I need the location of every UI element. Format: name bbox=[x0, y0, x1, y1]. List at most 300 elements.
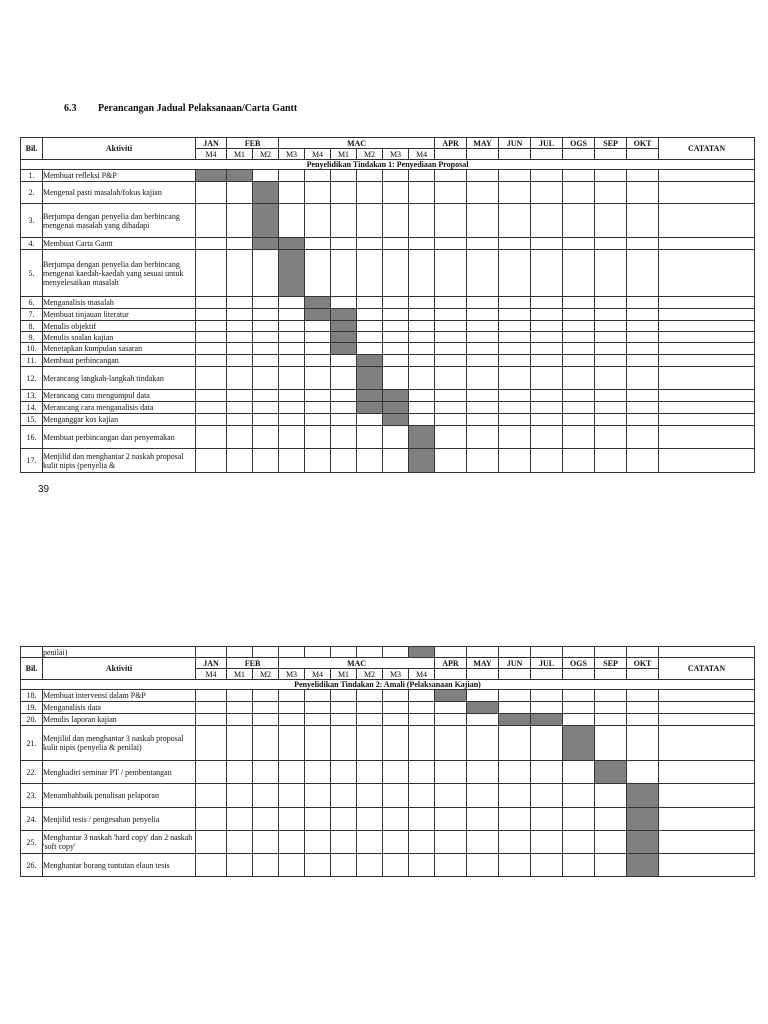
header-month-may: MAY bbox=[467, 658, 499, 669]
gantt-cell bbox=[196, 204, 227, 238]
gantt-cell bbox=[659, 332, 755, 343]
gantt-bar-cell bbox=[357, 390, 383, 402]
gantt-cell bbox=[305, 854, 331, 877]
gantt-cell bbox=[563, 690, 595, 702]
gantt-cell bbox=[595, 647, 627, 658]
gantt-cell bbox=[499, 355, 531, 367]
row-bil: 12. bbox=[21, 367, 43, 390]
gantt-cell bbox=[279, 204, 305, 238]
gantt-cell bbox=[531, 726, 563, 761]
gantt-cell bbox=[196, 426, 227, 449]
gantt-cell bbox=[531, 831, 563, 854]
gantt-cell bbox=[357, 726, 383, 761]
row-activity: Menambahbaik penulisan pelaporan bbox=[43, 784, 196, 808]
gantt-cell bbox=[627, 647, 659, 658]
gantt-cell bbox=[499, 784, 531, 808]
gantt-cell bbox=[435, 332, 467, 343]
gantt-cell bbox=[253, 831, 279, 854]
gantt-cell bbox=[659, 831, 755, 854]
gantt-cell bbox=[196, 309, 227, 321]
gantt-cell bbox=[196, 238, 227, 250]
row-activity: Membuat tinjauan literatur bbox=[43, 309, 196, 321]
gantt-cell bbox=[357, 343, 383, 355]
gantt-cell bbox=[563, 449, 595, 473]
gantt-cell bbox=[383, 332, 409, 343]
gantt-cell bbox=[563, 321, 595, 332]
row-activity: Membuat Carta Gantt bbox=[43, 238, 196, 250]
gantt-cell bbox=[227, 702, 253, 714]
gantt-cell bbox=[227, 309, 253, 321]
row-activity: Menjilid tesis / pengesahan penyelia bbox=[43, 808, 196, 831]
row-activity: Menganggar kos kajian bbox=[43, 414, 196, 426]
gantt-cell bbox=[531, 182, 563, 204]
gantt-cell bbox=[531, 647, 563, 658]
header-month-ogs: OGS bbox=[563, 138, 595, 149]
gantt-cell bbox=[499, 702, 531, 714]
header-week: M4 bbox=[305, 149, 331, 160]
row-bil: 15. bbox=[21, 414, 43, 426]
gantt-cell bbox=[627, 309, 659, 321]
gantt-cell bbox=[531, 402, 563, 414]
gantt-cell bbox=[305, 332, 331, 343]
gantt-cell bbox=[435, 714, 467, 726]
row-bil: 20. bbox=[21, 714, 43, 726]
header-aktiviti: Aktiviti bbox=[43, 138, 196, 160]
gantt-cell bbox=[253, 761, 279, 784]
gantt-cell bbox=[253, 402, 279, 414]
row-activity: Menganalisis data bbox=[43, 702, 196, 714]
gantt-cell bbox=[331, 854, 357, 877]
gantt-cell bbox=[196, 690, 227, 702]
gantt-cell bbox=[531, 321, 563, 332]
row-bil: 16. bbox=[21, 426, 43, 449]
gantt-cell bbox=[435, 808, 467, 831]
gantt-bar-cell bbox=[409, 426, 435, 449]
header-week-blank bbox=[563, 669, 595, 680]
gantt-cell bbox=[467, 321, 499, 332]
gantt-cell bbox=[563, 297, 595, 309]
gantt-cell bbox=[659, 321, 755, 332]
header-month-ogs: OGS bbox=[563, 658, 595, 669]
gantt-cell bbox=[563, 332, 595, 343]
gantt-cell bbox=[563, 367, 595, 390]
gantt-cell bbox=[499, 690, 531, 702]
gantt-cell bbox=[196, 343, 227, 355]
gantt-cell bbox=[627, 449, 659, 473]
header-week: M3 bbox=[279, 149, 305, 160]
gantt-cell bbox=[499, 390, 531, 402]
gantt-cell bbox=[409, 321, 435, 332]
gantt-cell bbox=[331, 297, 357, 309]
row-activity: Membuat intervensi dalam P&P bbox=[43, 690, 196, 702]
header-month-okt: OKT bbox=[627, 138, 659, 149]
gantt-cell bbox=[331, 714, 357, 726]
gantt-cell bbox=[435, 647, 467, 658]
gantt-cell bbox=[227, 367, 253, 390]
gantt-bar-cell bbox=[331, 332, 357, 343]
gantt-cell bbox=[531, 761, 563, 784]
gantt-cell bbox=[499, 297, 531, 309]
section-heading bbox=[64, 103, 297, 114]
gantt-bar-cell bbox=[595, 761, 627, 784]
row-bil: 8. bbox=[21, 321, 43, 332]
gantt-cell bbox=[331, 702, 357, 714]
gantt-cell bbox=[383, 182, 409, 204]
gantt-cell bbox=[627, 204, 659, 238]
gantt-cell bbox=[357, 309, 383, 321]
gantt-cell bbox=[383, 647, 409, 658]
gantt-cell bbox=[196, 702, 227, 714]
gantt-cell bbox=[331, 647, 357, 658]
gantt-cell bbox=[435, 367, 467, 390]
gantt-cell bbox=[595, 402, 627, 414]
header-week-blank bbox=[499, 149, 531, 160]
gantt-cell bbox=[357, 690, 383, 702]
gantt-cell bbox=[253, 343, 279, 355]
gantt-cell bbox=[531, 297, 563, 309]
gantt-cell bbox=[595, 414, 627, 426]
gantt-cell bbox=[227, 426, 253, 449]
gantt-cell bbox=[409, 784, 435, 808]
header-week: M1 bbox=[227, 669, 253, 680]
gantt-cell bbox=[627, 714, 659, 726]
gantt-cell bbox=[305, 426, 331, 449]
header-week: M1 bbox=[331, 149, 357, 160]
gantt-cell bbox=[531, 690, 563, 702]
gantt-cell bbox=[227, 204, 253, 238]
gantt-cell bbox=[196, 250, 227, 297]
gantt-cell bbox=[499, 182, 531, 204]
header-month-catatan: CATATAN bbox=[659, 138, 755, 160]
table-row bbox=[21, 309, 755, 321]
gantt-cell bbox=[357, 182, 383, 204]
gantt-cell bbox=[499, 426, 531, 449]
gantt-cell bbox=[383, 204, 409, 238]
gantt-cell bbox=[627, 332, 659, 343]
gantt-cell bbox=[357, 238, 383, 250]
gantt-cell bbox=[227, 182, 253, 204]
gantt-cell bbox=[227, 390, 253, 402]
gantt-cell bbox=[279, 321, 305, 332]
gantt-cell bbox=[357, 332, 383, 343]
gantt-cell bbox=[196, 714, 227, 726]
gantt-cell bbox=[383, 238, 409, 250]
gantt-cell bbox=[435, 182, 467, 204]
gantt-cell bbox=[305, 250, 331, 297]
gantt-cell bbox=[627, 343, 659, 355]
gantt-cell bbox=[383, 854, 409, 877]
gantt-cell bbox=[499, 854, 531, 877]
gantt-cell bbox=[467, 309, 499, 321]
row-activity: Membuat refleksi P&P bbox=[43, 170, 196, 182]
gantt-cell bbox=[409, 297, 435, 309]
gantt-cell bbox=[357, 784, 383, 808]
gantt-cell bbox=[409, 250, 435, 297]
row-activity: Mengenal pasti masalah/fokus kajian bbox=[43, 182, 196, 204]
gantt-cell bbox=[435, 726, 467, 761]
gantt-cell bbox=[279, 414, 305, 426]
gantt-cell bbox=[499, 204, 531, 238]
gantt-cell bbox=[253, 726, 279, 761]
gantt-cell bbox=[409, 367, 435, 390]
gantt-cell bbox=[227, 831, 253, 854]
row-activity: Menjilid dan menghantar 3 naskah proposal kulit nipis (penyelia & penilai) bbox=[43, 726, 196, 761]
header-month-jan: JAN bbox=[196, 138, 227, 149]
gantt-cell bbox=[305, 367, 331, 390]
gantt-cell bbox=[331, 761, 357, 784]
header-week-blank bbox=[595, 669, 627, 680]
table-row bbox=[21, 426, 755, 449]
gantt-cell bbox=[305, 414, 331, 426]
gantt-cell bbox=[253, 714, 279, 726]
gantt-cell bbox=[253, 170, 279, 182]
header-bil: Bil. bbox=[21, 658, 43, 680]
table-row bbox=[21, 854, 755, 877]
gantt-cell bbox=[499, 343, 531, 355]
row-activity: Membuat perbincangan dan penyemakan bbox=[43, 426, 196, 449]
gantt-cell bbox=[409, 414, 435, 426]
gantt-cell bbox=[435, 321, 467, 332]
gantt-bar-cell bbox=[435, 690, 467, 702]
gantt-cell bbox=[467, 449, 499, 473]
gantt-cell bbox=[531, 332, 563, 343]
gantt-bar-cell bbox=[383, 414, 409, 426]
gantt-cell bbox=[531, 784, 563, 808]
gantt-cell bbox=[595, 309, 627, 321]
header-month-feb: FEB bbox=[227, 658, 279, 669]
gantt-bar-cell bbox=[383, 390, 409, 402]
gantt-cell bbox=[357, 702, 383, 714]
gantt-cell bbox=[531, 702, 563, 714]
gantt-cell bbox=[305, 355, 331, 367]
header-week-blank bbox=[563, 149, 595, 160]
table-row bbox=[21, 414, 755, 426]
gantt-cell bbox=[531, 238, 563, 250]
gantt-cell bbox=[409, 343, 435, 355]
gantt-cell bbox=[357, 204, 383, 238]
gantt-cell bbox=[196, 321, 227, 332]
gantt-cell bbox=[253, 449, 279, 473]
gantt-cell bbox=[595, 332, 627, 343]
gantt-cell bbox=[196, 402, 227, 414]
gantt-cell bbox=[357, 449, 383, 473]
header-week-blank bbox=[499, 669, 531, 680]
gantt-cell bbox=[409, 182, 435, 204]
gantt-cell bbox=[279, 297, 305, 309]
gantt-cell bbox=[253, 690, 279, 702]
table-row bbox=[21, 367, 755, 390]
gantt-cell bbox=[253, 332, 279, 343]
gantt-bar-cell bbox=[409, 647, 435, 658]
gantt-cell bbox=[409, 390, 435, 402]
gantt-bar-cell bbox=[331, 321, 357, 332]
gantt-cell bbox=[659, 204, 755, 238]
row-activity: Menghantar borang tuntutan elaun tesis bbox=[43, 854, 196, 877]
gantt-bar-cell bbox=[357, 355, 383, 367]
gantt-cell bbox=[331, 170, 357, 182]
gantt-cell bbox=[499, 761, 531, 784]
table-row bbox=[21, 726, 755, 761]
gantt-cell bbox=[595, 714, 627, 726]
gantt-cell bbox=[305, 402, 331, 414]
gantt-cell bbox=[227, 297, 253, 309]
table-row bbox=[21, 402, 755, 414]
gantt-cell bbox=[467, 854, 499, 877]
gantt-cell bbox=[467, 355, 499, 367]
gantt-cell bbox=[563, 355, 595, 367]
gantt-cell bbox=[467, 726, 499, 761]
gantt-cell bbox=[563, 761, 595, 784]
gantt-cell bbox=[409, 831, 435, 854]
gantt-cell bbox=[435, 250, 467, 297]
gantt-cell bbox=[383, 808, 409, 831]
row-bil: 1. bbox=[21, 170, 43, 182]
gantt-cell bbox=[305, 449, 331, 473]
gantt-cell bbox=[435, 355, 467, 367]
row-activity: Menghadiri seminar PT / pembentangan bbox=[43, 761, 196, 784]
gantt-cell bbox=[627, 702, 659, 714]
gantt-bar-cell bbox=[467, 702, 499, 714]
gantt-cell bbox=[595, 449, 627, 473]
gantt-cell bbox=[563, 647, 595, 658]
gantt-cell bbox=[279, 690, 305, 702]
header-week-blank bbox=[627, 149, 659, 160]
gantt-bar-cell bbox=[627, 831, 659, 854]
header-bil: Bil. bbox=[21, 138, 43, 160]
row-bil: 10. bbox=[21, 343, 43, 355]
table-row bbox=[21, 343, 755, 355]
section-row bbox=[21, 160, 755, 170]
gantt-cell bbox=[531, 309, 563, 321]
gantt-bar-cell bbox=[627, 784, 659, 808]
gantt-cell bbox=[659, 309, 755, 321]
gantt-bar-cell bbox=[331, 343, 357, 355]
gantt-cell bbox=[659, 449, 755, 473]
table-row bbox=[21, 714, 755, 726]
gantt-cell bbox=[383, 250, 409, 297]
header-month-apr: APR bbox=[435, 138, 467, 149]
row-activity: Berjumpa dengan penyelia dan berbincang mengenai masalah yang dihadapi bbox=[43, 204, 196, 238]
gantt-cell bbox=[467, 784, 499, 808]
gantt-cell bbox=[383, 726, 409, 761]
gantt-cell bbox=[331, 726, 357, 761]
gantt-cell bbox=[279, 367, 305, 390]
gantt-cell bbox=[563, 182, 595, 204]
row-bil: 6. bbox=[21, 297, 43, 309]
gantt-cell bbox=[659, 690, 755, 702]
gantt-cell bbox=[499, 414, 531, 426]
gantt-cell bbox=[279, 449, 305, 473]
gantt-cell bbox=[253, 647, 279, 658]
gantt-cell bbox=[467, 332, 499, 343]
header-week: M4 bbox=[305, 669, 331, 680]
table-row bbox=[21, 390, 755, 402]
header-week: M1 bbox=[331, 669, 357, 680]
gantt-cell bbox=[253, 414, 279, 426]
row-bil: 24. bbox=[21, 808, 43, 831]
gantt-cell bbox=[331, 784, 357, 808]
gantt-cell bbox=[305, 204, 331, 238]
gantt-cell bbox=[659, 714, 755, 726]
row-bil: 18. bbox=[21, 690, 43, 702]
gantt-cell bbox=[499, 250, 531, 297]
gantt-cell bbox=[467, 343, 499, 355]
gantt-cell bbox=[196, 831, 227, 854]
gantt-cell bbox=[227, 854, 253, 877]
row-bil: 14. bbox=[21, 402, 43, 414]
table-row bbox=[21, 761, 755, 784]
gantt-cell bbox=[279, 831, 305, 854]
gantt-bar-cell bbox=[279, 250, 305, 297]
gantt-cell bbox=[227, 355, 253, 367]
gantt-cell bbox=[659, 250, 755, 297]
gantt-cell bbox=[467, 714, 499, 726]
header-week: M3 bbox=[383, 669, 409, 680]
gantt-cell bbox=[595, 343, 627, 355]
gantt-cell bbox=[357, 250, 383, 297]
gantt-cell bbox=[227, 402, 253, 414]
header-week: M1 bbox=[227, 149, 253, 160]
gantt-cell bbox=[595, 238, 627, 250]
gantt-cell bbox=[435, 761, 467, 784]
gantt-cell bbox=[659, 702, 755, 714]
gantt-cell bbox=[279, 332, 305, 343]
gantt-cell bbox=[196, 355, 227, 367]
row-activity: Berjumpa dengan penyelia dan berbincang mengenai kaedah-kaedah yang sesuai untuk menyelesaikan masalah bbox=[43, 250, 196, 297]
gantt-cell bbox=[467, 690, 499, 702]
gantt-cell bbox=[331, 414, 357, 426]
table-row bbox=[21, 355, 755, 367]
gantt-cell bbox=[196, 854, 227, 877]
gantt-cell bbox=[383, 761, 409, 784]
row-activity: Merancang langkah-langkah tindakan bbox=[43, 367, 196, 390]
row-bil: 9. bbox=[21, 332, 43, 343]
gantt-cell bbox=[627, 250, 659, 297]
gantt-cell bbox=[627, 761, 659, 784]
table-row bbox=[21, 690, 755, 702]
gantt-cell bbox=[435, 309, 467, 321]
header-week: M3 bbox=[279, 669, 305, 680]
header-week-blank bbox=[467, 149, 499, 160]
gantt-bar-cell bbox=[253, 238, 279, 250]
gantt-cell bbox=[627, 390, 659, 402]
gantt-cell bbox=[279, 808, 305, 831]
row-activity: Menulis objektif bbox=[43, 321, 196, 332]
header-month-apr: APR bbox=[435, 658, 467, 669]
gantt-cell bbox=[331, 367, 357, 390]
gantt-cell bbox=[279, 390, 305, 402]
gantt-cell bbox=[357, 170, 383, 182]
gantt-cell bbox=[627, 238, 659, 250]
header-week: M2 bbox=[357, 669, 383, 680]
gantt-cell bbox=[435, 784, 467, 808]
gantt-cell bbox=[331, 808, 357, 831]
gantt-table-part-1 bbox=[20, 137, 755, 473]
gantt-cell bbox=[196, 297, 227, 309]
gantt-cell bbox=[595, 355, 627, 367]
gantt-cell bbox=[659, 647, 755, 658]
gantt-cell bbox=[227, 332, 253, 343]
gantt-cell bbox=[531, 854, 563, 877]
header-week: M4 bbox=[409, 149, 435, 160]
row-activity: Membuat perbincangan bbox=[43, 355, 196, 367]
header-month-may: MAY bbox=[467, 138, 499, 149]
gantt-cell bbox=[305, 831, 331, 854]
gantt-cell bbox=[531, 250, 563, 297]
gantt-cell bbox=[563, 204, 595, 238]
row-activity: Menganalisis masalah bbox=[43, 297, 196, 309]
gantt-cell bbox=[595, 808, 627, 831]
